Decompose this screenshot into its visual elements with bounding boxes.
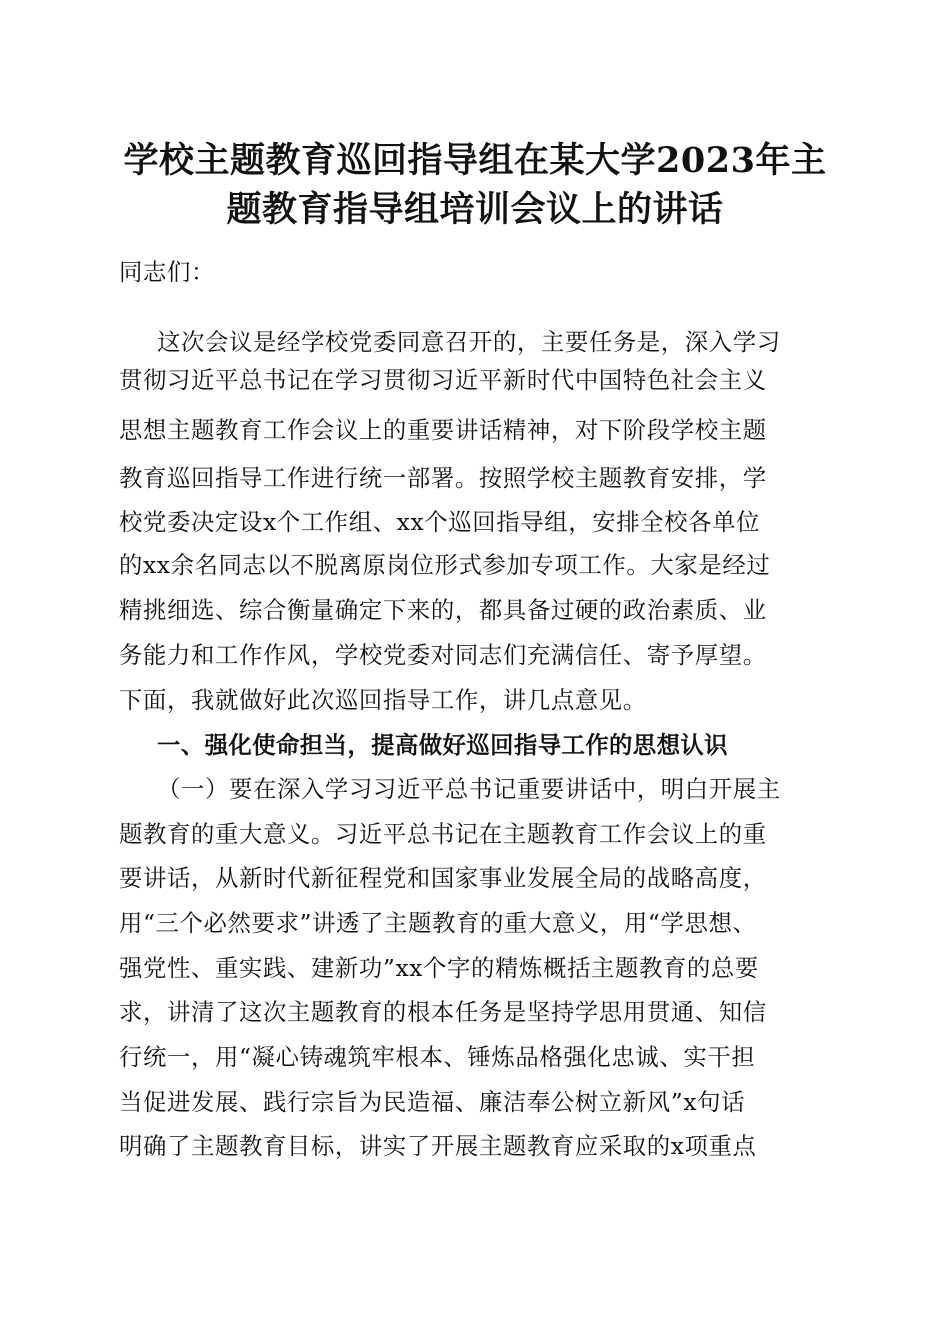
paragraph-line: 用“三个必然要求”讲透了主题教育的重大意义，用“学思想、 — [119, 909, 757, 937]
section-heading: 一、强化使命担当，提高做好巡回指导工作的思想认识 — [157, 731, 728, 759]
paragraph-line: 思想主题教育工作会议上的重要讲话精神，对下阶段学校主题 — [119, 416, 767, 444]
paragraph-line: 强党性、重实践、建新功”xx个字的精炼概括主题教育的总要 — [119, 954, 759, 982]
paragraph-line: 要讲话，从新时代新征程党和国家事业发展全局的战略高度， — [119, 864, 767, 892]
paragraph-line: 教育巡回指导工作进行统一部署。按照学校主题教育安排，学 — [119, 464, 767, 492]
paragraph-line: 的xx余名同志以不脱离原岗位形式参加专项工作。大家是经过 — [119, 551, 771, 579]
paragraph-line: 行统一，用“凝心铸魂筑牢根本、锤炼品格强化忠诚、实干担 — [119, 1043, 756, 1071]
paragraph-line: 题教育的重大意义。习近平总书记在主题教育工作会议上的重 — [119, 820, 767, 848]
paragraph-line: 精挑细选、综合衡量确定下来的，都具备过硬的政治素质、业 — [119, 596, 767, 624]
paragraph-line: 下面，我就做好此次巡回指导工作，讲几点意见。 — [119, 686, 647, 714]
title-line-2: 题教育指导组培训会议上的讲话 — [226, 189, 724, 230]
paragraph-line: 贯彻习近平总书记在学习贯彻习近平新时代中国特色社会主义 — [119, 366, 767, 394]
salutation: 同志们： — [119, 258, 215, 286]
document-title — [90, 136, 860, 234]
title-line-1: 学校主题教育巡回指导组在某大学2023年主 — [123, 140, 827, 181]
paragraph-line: 这次会议是经学校党委同意召开的，主要任务是，深入学习 — [157, 328, 781, 356]
paragraph-line: 求，讲清了这次主题教育的根本任务是坚持学思用贯通、知信 — [119, 998, 767, 1026]
paragraph-line: （一）要在深入学习习近平总书记重要讲话中，明白开展主 — [157, 775, 781, 803]
paragraph-line: 当促进发展、践行宗旨为民造福、廉洁奉公树立新风”x句话 — [119, 1088, 746, 1116]
paragraph-line: 务能力和工作作风，学校党委对同志们充满信任、寄予厚望。 — [119, 641, 767, 669]
paragraph-line: 明确了主题教育目标，讲实了开展主题教育应采取的x项重点 — [119, 1132, 757, 1160]
paragraph-line: 校党委决定设x个工作组、xx个巡回指导组，安排全校各单位 — [119, 508, 761, 536]
